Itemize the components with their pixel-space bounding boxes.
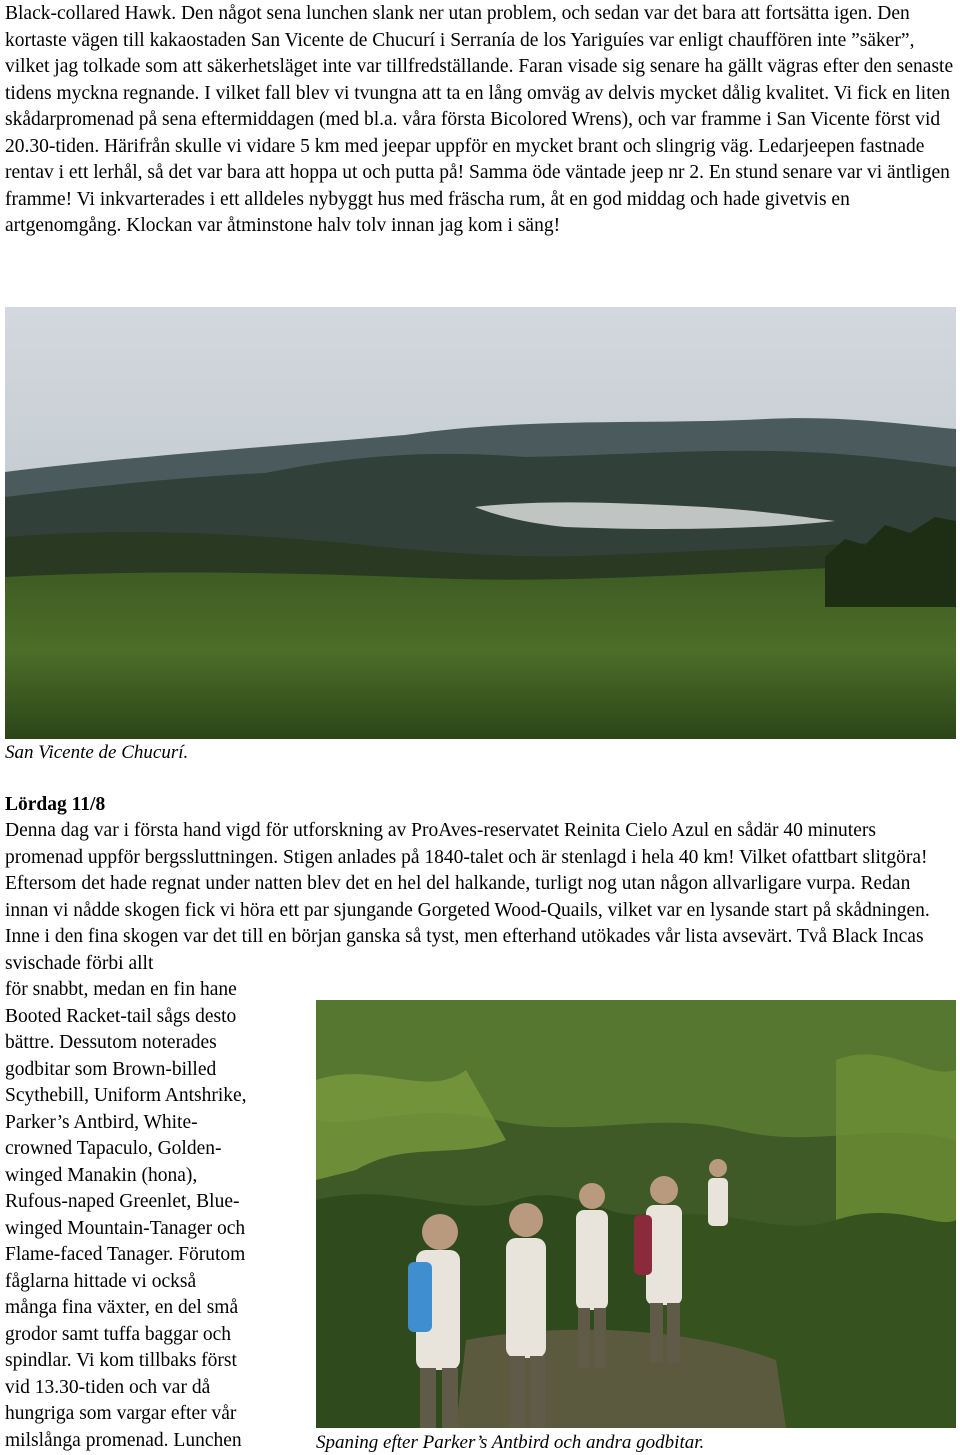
text-line: spindlar. Vi kom tillbaks först xyxy=(5,1350,237,1371)
text-line: Booted Racket-tail sågs desto xyxy=(5,1005,237,1027)
forest-group-photo xyxy=(316,1000,956,1428)
text-line: Scythebill, Uniform Antshrike, xyxy=(5,1085,247,1106)
text-line: många fina växter, en del små xyxy=(5,1297,239,1318)
text-line: för snabbt, medan en fin hane xyxy=(5,979,237,1000)
text-line: grodor samt tuffa baggar och xyxy=(5,1323,231,1345)
photo-caption: San Vicente de Chucurí. xyxy=(5,742,189,763)
text-line: Parker’s Antbird, White- xyxy=(5,1111,198,1133)
text-line: Rufous-naped Greenlet, Blue- xyxy=(5,1191,240,1212)
body-paragraph: Denna dag var i första hand vigd för utforskning av ProAves-reservatet Reinita Cielo Azul en sådär 40 minuters promenad uppför bergssluttningen. Stigen anlades på 1840-talet och är stenlagd i hela 40 km! Vilket ofattbart slitgöra! Eftersom det hade regnat under natten blev det en hel del halkande, turligt nog utan någon allvarligare vurpa. Redan innan vi nådde skogen fick vi höra ett par sjungande Gorgeted Wood-Quails, vilket var en lysande start på skådningen. Inne i den fina skogen var det till en början ganska så tyst, men efterhand utökades vår lista avsevärt. Två Black Incas svischade förbi allt xyxy=(5,820,930,974)
text-line: winged Manakin (hona), xyxy=(5,1164,198,1186)
photo-caption: Spaning efter Parker’s Antbird och andra godbitar. xyxy=(316,1432,705,1453)
text-line: crowned Tapaculo, Golden- xyxy=(5,1138,222,1159)
text-line: hungriga som vargar efter vår xyxy=(5,1403,237,1424)
landscape-photo xyxy=(5,307,956,739)
text-line: bättre. Dessutom noterades xyxy=(5,1032,217,1053)
text-line: winged Mountain-Tanager och xyxy=(5,1217,246,1239)
text-line: milslånga promenad. Lunchen xyxy=(5,1429,242,1451)
text-line: vid 13.30-tiden och var då xyxy=(5,1376,211,1398)
section-heading: Lördag 11/8 xyxy=(5,794,106,815)
text-line: godbitar som Brown-billed xyxy=(5,1058,217,1080)
text-line: Flame-faced Tanager. Förutom xyxy=(5,1244,246,1265)
body-paragraph-column xyxy=(5,977,300,1454)
text-line: fåglarna hittade vi också xyxy=(5,1270,197,1292)
body-paragraph: Black-collared Hawk. Den något sena lunchen slank ner utan problem, och sedan var det bara att fortsätta igen. Den kortaste vägen till kakaostaden San Vicente de Chucurí i Serranía de los Yariguíes var enligt chauffören inte ”säker”, vilket jag tolkade som att säkerhetsläget inte var tillfredställande. Faran visade sig senare ha gällt vägras efter den senaste tidens myckna regnande. I vilket fall blev vi tvungna att ta en lång omväg av delvis mycket dålig kvalitet. Vi fick en liten skådarpromenad på sena eftermiddagen (med bl.a. våra första Bicolored Wrens), och var framme i San Vicente först vid 20.30-tiden. Härifrån skulle vi vidare 5 km med jeepar uppför en mycket brant och slingrig väg. Ledarjeepen fastnade rentav i ett lerhål, så det var bara att hoppa ut och putta på! Samma öde väntade jeep nr 2. En stund senare var vi äntligen framme! Vi inkvarterades i ett alldeles nybyggt hus med fräscha rum, åt en god middag och hade givetvis en artgenomgång. Klockan var åtminstone halv tolv innan jag kom i säng! xyxy=(5,3,954,236)
